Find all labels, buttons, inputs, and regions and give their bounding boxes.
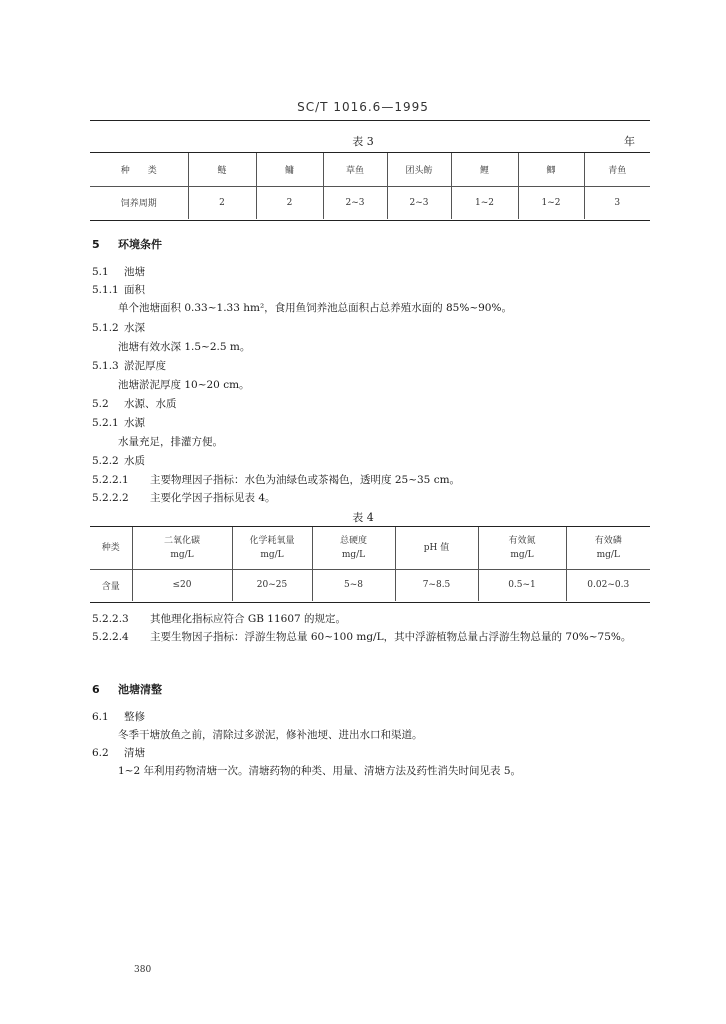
section-5-1-2 xyxy=(92,320,145,335)
section-5-1-3 xyxy=(92,358,166,373)
section-6-1 xyxy=(92,709,145,724)
section-5-1-1-text: 单个池塘面积 0.33~1.33 hm²，食用鱼饲养池总面积占总养殖水面的 85%~90%。 xyxy=(118,302,512,314)
section-6-2 xyxy=(92,745,145,760)
section-number: 5.2.1 xyxy=(92,417,119,429)
table4-title: 表 4 xyxy=(352,511,374,524)
table4 xyxy=(90,527,650,601)
table4-header-cell xyxy=(232,527,312,569)
section-number: 5.2.2.4 xyxy=(92,631,129,643)
table4-header-cell xyxy=(395,527,478,569)
table4-cell: 0.02~0.3 xyxy=(587,580,630,591)
table4-header-label: pH 值 xyxy=(423,542,450,553)
section-6-heading xyxy=(92,681,162,697)
table4-header-label: 总硬度 xyxy=(339,535,367,546)
section-text: 其他理化指标应符合 GB 11607 的规定。 xyxy=(150,613,347,625)
table4-bottom-rule xyxy=(90,602,650,603)
section-text: 主要生物因子指标：浮游生物总量 60~100 mg/L，其中浮游植物总量占浮游生物总量的 70%~75%。 xyxy=(150,631,632,643)
section-text: 主要物理因子指标：水色为油绿色或茶褐色，透明度 25~35 cm。 xyxy=(150,474,461,486)
table3-header-cell: 鲤 xyxy=(451,153,518,186)
section-title: 环境条件 xyxy=(118,238,162,251)
table3-header-cell: 鳙 xyxy=(256,153,323,186)
table4-header-unit: mg/L xyxy=(510,549,534,560)
section-number: 5.2.2.3 xyxy=(92,613,129,625)
section-5-2 xyxy=(92,396,177,411)
section-title: 池塘清整 xyxy=(118,683,162,696)
section-5-2-2-1 xyxy=(92,472,460,487)
table3-cell: 饲养周期 xyxy=(90,186,188,219)
table4-cell: ≤20 xyxy=(132,569,232,601)
table4-header-unit: mg/L xyxy=(596,549,620,560)
section-5-2-2-2 xyxy=(92,490,276,505)
table3-header-cell: 草鱼 xyxy=(323,153,387,186)
table3-header-cell: 团头鲂 xyxy=(387,153,451,186)
table4-header-label: 有效氮 xyxy=(508,535,536,546)
section-number: 5.1.2 xyxy=(92,322,119,334)
table3 xyxy=(90,153,650,219)
table3-cell: 1~2 xyxy=(451,186,518,219)
table4-header-cell xyxy=(90,527,132,569)
section-number: 5.2 xyxy=(92,398,109,410)
header-rule xyxy=(90,120,650,121)
section-number: 6 xyxy=(92,683,100,696)
table3-header-cell: 青鱼 xyxy=(584,153,650,186)
standard-code: SC/T 1016.6—1995 xyxy=(297,100,429,114)
table4-cell: 0.5~1 xyxy=(478,569,566,601)
page-number: 380 xyxy=(134,965,152,975)
table3-cell: 1~2 xyxy=(518,186,584,219)
section-number: 6.1 xyxy=(92,711,109,723)
table3-cell: 2 xyxy=(188,186,256,219)
table4-header-cell xyxy=(312,527,395,569)
section-title: 清塘 xyxy=(124,747,145,759)
table4-header-cell xyxy=(566,527,650,569)
section-5-1 xyxy=(92,264,145,279)
section-title: 池塘 xyxy=(124,266,145,278)
section-text: 主要化学因子指标见表 4。 xyxy=(150,492,276,504)
section-5-1-2-text: 池塘有效水深 1.5~2.5 m。 xyxy=(118,341,251,353)
section-6-1-text: 冬季干塘放鱼之前，清除过多淤泥，修补池埂、进出水口和渠道。 xyxy=(118,729,423,741)
table3-header-cell: 种 类 xyxy=(90,153,188,186)
table4-cell: 7~8.5 xyxy=(395,569,478,601)
table4-header-cell xyxy=(478,527,566,569)
section-5-2-2-4 xyxy=(92,627,652,647)
section-title: 水源 xyxy=(124,417,145,429)
section-title: 面积 xyxy=(124,284,145,296)
table4-header-unit: mg/L xyxy=(341,549,366,560)
section-number: 5.1.3 xyxy=(92,360,119,372)
section-5-2-1 xyxy=(92,415,145,430)
section-title: 水质 xyxy=(124,455,145,467)
table3-bottom-rule xyxy=(90,220,650,221)
table4-header-unit: mg/L xyxy=(260,549,284,560)
table3-title: 表 3 xyxy=(352,135,374,148)
section-5-1-1 xyxy=(92,282,145,297)
section-number: 5 xyxy=(92,238,100,251)
section-title: 整修 xyxy=(124,711,145,723)
section-number: 5.1 xyxy=(92,266,109,278)
table3-header-cell: 鲫 xyxy=(518,153,584,186)
table4-header-unit: mg/L xyxy=(170,549,194,560)
table4-header-label: 化学耗氧量 xyxy=(249,535,295,546)
table3-cell: 2 xyxy=(256,186,323,219)
section-5-2-1-text: 水量充足，排灌方便。 xyxy=(118,436,223,448)
table4-cell: 含量 xyxy=(90,569,132,601)
table4-header-label: 有效磷 xyxy=(594,535,622,546)
table4-header-label: 二氧化碳 xyxy=(163,535,200,546)
section-number: 5.2.2.1 xyxy=(92,474,129,486)
table3-unit: 年 xyxy=(624,135,635,148)
table3-header-cell: 鲢 xyxy=(188,153,256,186)
table3-cell: 2~3 xyxy=(323,186,387,219)
section-5-2-2 xyxy=(92,453,145,468)
section-title: 淤泥厚度 xyxy=(124,360,166,372)
section-title: 水深 xyxy=(124,322,145,334)
section-title: 水源、水质 xyxy=(124,398,177,410)
section-number: 5.1.1 xyxy=(92,284,119,296)
section-number: 6.2 xyxy=(92,747,109,759)
section-6-2-text: 1~2 年利用药物清塘一次。清塘药物的种类、用量、清塘方法及药性消失时间见表 5。 xyxy=(118,765,522,777)
section-5-2-2-3 xyxy=(92,611,346,626)
table4-header-label: 种类 xyxy=(101,542,120,553)
table4-cell: 5~8 xyxy=(312,569,395,601)
table4-header-cell xyxy=(132,527,232,569)
table3-cell: 3 xyxy=(614,197,621,208)
section-5-1-3-text: 池塘淤泥厚度 10~20 cm。 xyxy=(118,379,250,391)
section-number: 5.2.2 xyxy=(92,455,119,467)
section-number: 5.2.2.2 xyxy=(92,492,129,504)
section-5-heading xyxy=(92,236,162,252)
table4-cell: 20~25 xyxy=(232,569,312,601)
table3-cell: 2~3 xyxy=(387,186,451,219)
